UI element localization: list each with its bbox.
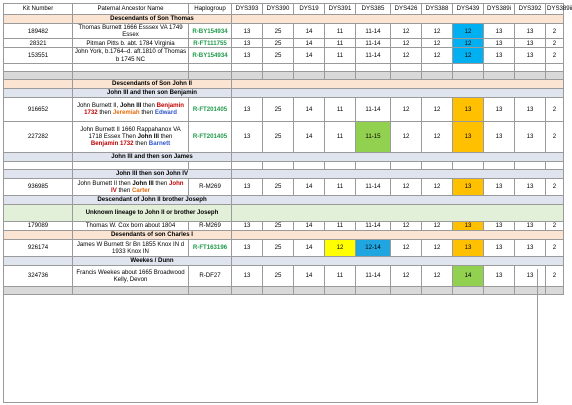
haplogroup[interactable]: R-FT201405 (189, 97, 232, 121)
kit-number[interactable]: 936985 (4, 178, 73, 195)
marker-value[interactable]: 11-14 (356, 39, 391, 48)
haplogroup[interactable]: R-FT201405 (189, 121, 232, 152)
name-text: John III (132, 179, 154, 187)
marker-value[interactable]: 12 (422, 24, 453, 39)
marker-value[interactable]: 12 (422, 48, 453, 63)
marker-value[interactable]: 12 (391, 24, 422, 39)
haplogroup[interactable]: R-M269 (189, 178, 232, 195)
marker-value[interactable]: 13 (484, 265, 515, 286)
marker-value[interactable]: 14 (294, 48, 325, 63)
haplogroup[interactable]: R-BY154934 (189, 48, 232, 63)
marker-value[interactable]: 2 (546, 239, 564, 256)
ancestor-name[interactable]: Francis Weekes about 1665 Broadwood Kelly, Devon (73, 265, 189, 286)
empty-sheet-area (3, 269, 538, 403)
marker-value[interactable]: 13 (484, 48, 515, 63)
kit-number[interactable]: 179089 (4, 221, 73, 230)
marker-value[interactable]: 12 (391, 178, 422, 195)
table-row[interactable] (4, 39, 564, 48)
marker-value[interactable]: 12 (422, 39, 453, 48)
table-row[interactable] (4, 121, 564, 152)
name-text: John Burnett II then (77, 179, 133, 187)
col-header[interactable]: DYS390 (263, 4, 294, 15)
name-text: then (153, 179, 169, 187)
marker-value[interactable]: 13 (232, 265, 263, 286)
marker-value[interactable]: 12 (453, 24, 484, 39)
marker-value[interactable]: 13 (484, 239, 515, 256)
marker-value[interactable]: 11-14 (356, 24, 391, 39)
ancestor-name[interactable] (73, 178, 189, 195)
name-text: then (97, 109, 113, 117)
col-header[interactable]: DYS391 (325, 4, 356, 15)
marker-value[interactable]: 11 (325, 121, 356, 152)
section-title: Descendant of John II brother Joseph (73, 195, 232, 204)
section-row (4, 195, 564, 204)
marker-value[interactable]: 14 (453, 265, 484, 286)
marker-value[interactable]: 11 (325, 39, 356, 48)
marker-value[interactable]: 2 (546, 39, 564, 48)
marker-value[interactable]: 25 (263, 121, 294, 152)
marker-value[interactable]: 25 (263, 24, 294, 39)
marker-value[interactable]: 12 (422, 239, 453, 256)
section-row (4, 230, 564, 239)
marker-value[interactable]: 12 (391, 97, 422, 121)
marker-value[interactable]: 2 (546, 48, 564, 63)
marker-value[interactable]: 13 (515, 265, 546, 286)
marker-value[interactable]: 13 (484, 39, 515, 48)
kit-number[interactable]: 189482 (4, 24, 73, 39)
haplogroup[interactable]: R-DF27 (189, 265, 232, 286)
marker-value[interactable]: 25 (263, 178, 294, 195)
marker-value[interactable]: 25 (263, 265, 294, 286)
marker-value[interactable]: 13 (515, 221, 546, 230)
marker-value[interactable]: 13 (515, 121, 546, 152)
section-title: Unknown lineage to John II or brother Joseph (73, 204, 232, 221)
name-text: John IV (111, 179, 184, 194)
marker-value[interactable]: 12 (422, 121, 453, 152)
marker-value[interactable]: 13 (232, 221, 263, 230)
name-text: Benjamin 1732 (90, 140, 134, 148)
marker-value[interactable]: 25 (263, 48, 294, 63)
marker-value[interactable]: 13 (515, 239, 546, 256)
marker-value[interactable]: 25 (263, 39, 294, 48)
marker-value[interactable]: 14 (294, 265, 325, 286)
marker-value[interactable]: 2 (546, 265, 564, 286)
section-row (4, 169, 564, 178)
marker-value[interactable]: 13 (453, 178, 484, 195)
col-header[interactable]: DYS388 (422, 4, 453, 15)
col-header[interactable]: DYS439 (453, 4, 484, 15)
marker-value[interactable]: 14 (294, 178, 325, 195)
marker-value[interactable]: 13 (515, 48, 546, 63)
section-row (4, 88, 564, 97)
marker-value[interactable]: 13 (232, 97, 263, 121)
marker-value[interactable]: 2 (546, 221, 564, 230)
col-header[interactable]: DYS392 (515, 4, 546, 15)
col-header[interactable]: Haplogroup (189, 4, 232, 15)
marker-value[interactable]: 25 (263, 221, 294, 230)
marker-value[interactable]: 13 (453, 121, 484, 152)
ancestor-name[interactable]: Thomas Burnett 1666 Esssex VA 1749 Essex (73, 24, 189, 39)
marker-value[interactable]: 12 (453, 48, 484, 63)
marker-value[interactable]: 13 (232, 178, 263, 195)
marker-value[interactable]: 13 (515, 178, 546, 195)
marker-value[interactable]: 25 (263, 239, 294, 256)
marker-value[interactable]: 11-14 (356, 221, 391, 230)
marker-value[interactable]: 13 (484, 121, 515, 152)
marker-value[interactable]: 11-14 (356, 265, 391, 286)
marker-value[interactable]: 14 (294, 121, 325, 152)
name-text: then (139, 109, 155, 117)
marker-value[interactable]: 13 (232, 39, 263, 48)
marker-value[interactable]: 2 (546, 24, 564, 39)
name-text: then (158, 133, 173, 141)
marker-value[interactable]: 12 (422, 221, 453, 230)
marker-value[interactable]: 13 (453, 221, 484, 230)
table-row[interactable] (4, 48, 564, 63)
marker-value[interactable]: 12 (453, 39, 484, 48)
haplogroup[interactable]: R-M269 (189, 221, 232, 230)
section-title: John III and then son Benjamin (73, 88, 232, 97)
haplogroup[interactable]: R-BY154934 (189, 24, 232, 39)
kit-number[interactable]: 324736 (4, 265, 73, 286)
name-text: then (133, 140, 149, 148)
marker-value[interactable]: 11-14 (356, 97, 391, 121)
marker-value[interactable]: 14 (294, 97, 325, 121)
table-row[interactable] (4, 178, 564, 195)
col-header[interactable]: DYS385 (356, 4, 391, 15)
marker-value[interactable]: 12 (391, 265, 422, 286)
ydna-results-table (3, 3, 572, 295)
marker-value[interactable]: 11-14 (356, 178, 391, 195)
col-header[interactable]: DYS389i (484, 4, 515, 15)
marker-value[interactable]: 14 (294, 24, 325, 39)
marker-value[interactable]: 11 (325, 178, 356, 195)
col-header[interactable]: Paternal Ancestor Name (73, 4, 189, 15)
marker-value[interactable]: 11 (325, 24, 356, 39)
marker-value[interactable]: 2 (546, 178, 564, 195)
ancestor-name[interactable] (73, 121, 189, 152)
blank-row (4, 63, 564, 71)
section-title: Weekes / Dunn (73, 256, 232, 265)
name-text: John Burnett II 1660 Rappahanox VA 1718 Essex Then (80, 126, 181, 141)
col-header[interactable]: DYS393 (232, 4, 263, 15)
col-header[interactable]: DYS426 (391, 4, 422, 15)
name-text: John III (120, 102, 142, 110)
name-text: Barnett (148, 140, 171, 148)
ancestor-name[interactable]: John York, b.1764–d. aft.1810 of Thomas b 1745 NC (73, 48, 189, 63)
marker-value[interactable]: 13 (232, 239, 263, 256)
marker-value[interactable]: 11-15 (356, 121, 391, 152)
header-row (4, 4, 564, 15)
ancestor-name[interactable] (73, 97, 189, 121)
marker-value[interactable]: 12 (422, 265, 453, 286)
marker-value[interactable]: 12-14 (356, 239, 391, 256)
section-row (4, 152, 564, 161)
marker-value[interactable]: 13 (484, 24, 515, 39)
marker-value[interactable]: 13 (515, 24, 546, 39)
table-row[interactable] (4, 239, 564, 256)
marker-value[interactable]: 12 (391, 39, 422, 48)
marker-value[interactable]: 12 (325, 239, 356, 256)
section-title: John III then son John IV (73, 169, 232, 178)
marker-value[interactable]: 13 (453, 97, 484, 121)
marker-value[interactable]: 12 (422, 97, 453, 121)
marker-value[interactable]: 2 (546, 97, 564, 121)
marker-value[interactable]: 12 (422, 178, 453, 195)
section-title: John III and then son James (73, 152, 232, 161)
col-header[interactable]: Kit Number (4, 4, 73, 15)
marker-value[interactable]: 13 (484, 178, 515, 195)
marker-value[interactable]: 11 (325, 221, 356, 230)
name-text: John Burnett II, (76, 102, 120, 110)
marker-value[interactable]: 13 (484, 97, 515, 121)
table-row[interactable] (4, 97, 564, 121)
name-text: Carter (132, 186, 150, 194)
kit-number[interactable]: 916652 (4, 97, 73, 121)
table-row[interactable] (4, 24, 564, 39)
blank-row (4, 161, 564, 169)
marker-value[interactable]: 12 (391, 48, 422, 63)
name-text: then (141, 102, 157, 110)
kit-number[interactable]: 926174 (4, 239, 73, 256)
marker-value[interactable]: 2 (546, 121, 564, 152)
section-row (4, 256, 564, 265)
marker-value[interactable]: 13 (515, 39, 546, 48)
marker-value[interactable]: 14 (294, 221, 325, 230)
marker-value[interactable]: 13 (232, 121, 263, 152)
name-text: Edward (154, 109, 177, 117)
name-text: then (116, 186, 133, 194)
marker-value[interactable]: 25 (263, 97, 294, 121)
haplogroup[interactable]: R-FT111755 (189, 39, 232, 48)
kit-number[interactable]: 227282 (4, 121, 73, 152)
marker-value[interactable]: 12 (391, 239, 422, 256)
marker-value[interactable]: 13 (453, 239, 484, 256)
col-header[interactable]: DYS19 (294, 4, 325, 15)
col-header[interactable]: DYS389ii (546, 4, 564, 15)
marker-value[interactable]: 13 (232, 24, 263, 39)
name-text: John III (137, 133, 159, 141)
section-row (4, 204, 564, 221)
marker-value[interactable]: 12 (391, 121, 422, 152)
ancestor-name[interactable]: Pitman Pitts b. abt. 1784 Virginia (73, 39, 189, 48)
marker-value[interactable]: 14 (294, 239, 325, 256)
marker-value[interactable]: 14 (294, 39, 325, 48)
kit-number[interactable]: 28321 (4, 39, 73, 48)
marker-value[interactable]: 12 (391, 221, 422, 230)
marker-value[interactable]: 13 (232, 48, 263, 63)
blank-row (4, 71, 564, 79)
marker-value[interactable]: 11 (325, 97, 356, 121)
marker-value[interactable]: 13 (484, 221, 515, 230)
name-text: Benjamin 1732 (84, 102, 185, 117)
section-title: Desendants of son Charles I (73, 230, 232, 239)
kit-number[interactable]: 153551 (4, 48, 73, 63)
ancestor-name[interactable]: Thomas W. Cox born about 1804 (73, 221, 189, 230)
section-row (4, 15, 564, 24)
haplogroup[interactable]: R-FT163196 (189, 239, 232, 256)
table-row[interactable] (4, 221, 564, 230)
section-title: Descendants of Son John II (73, 79, 232, 88)
section-row (4, 79, 564, 88)
ancestor-name[interactable]: James W Burnett Sr Bn 1855 Knox IN d 1933 Knox IN (73, 239, 189, 256)
marker-value[interactable]: 11 (325, 265, 356, 286)
marker-value[interactable]: 11-14 (356, 48, 391, 63)
section-title: Descendants of Son Thomas (73, 15, 232, 24)
marker-value[interactable]: 11 (325, 48, 356, 63)
marker-value[interactable]: 13 (515, 97, 546, 121)
name-text: Jeremiah (112, 109, 140, 117)
